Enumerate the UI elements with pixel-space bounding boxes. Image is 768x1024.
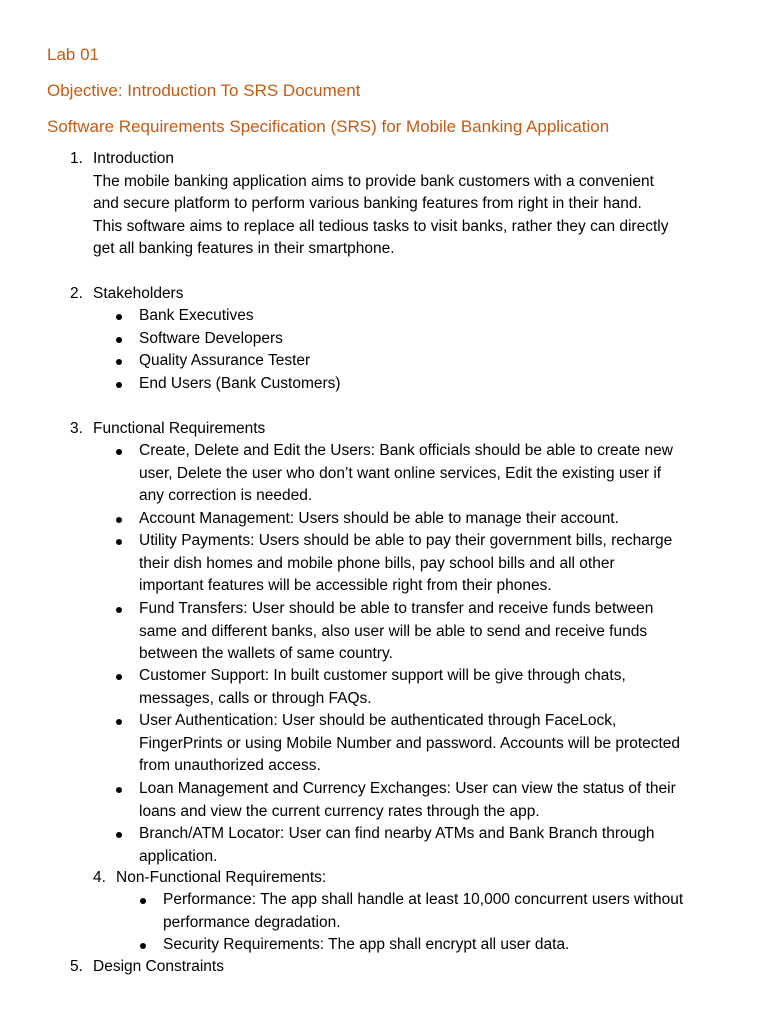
section-title-non-functional: Non-Functional Requirements:: [116, 869, 327, 886]
functional-item: [139, 440, 673, 508]
functional-item: [139, 778, 676, 823]
bullet-icon: [116, 359, 122, 365]
functional-item: [139, 598, 653, 666]
bullet-icon: [116, 719, 122, 725]
section-number-introduction: 1.: [70, 150, 83, 167]
functional-item-line: Utility Payments: Users should be able to pay their government bills, recharge: [139, 532, 673, 549]
functional-item-line: Fund Transfers: User should be able to transfer and receive funds between: [139, 600, 654, 617]
functional-item-line: application.: [139, 847, 218, 865]
functional-item: [139, 665, 626, 710]
stakeholder-item: Software Developers: [139, 330, 283, 347]
section-number-design: 5.: [70, 958, 83, 975]
section-title-design: Design Constraints: [93, 958, 224, 975]
non-functional-item-line: Performance: The app shall handle at least 10,000 concurrent users without: [163, 891, 684, 908]
functional-item-line: User Authentication: User should be authenticated through FaceLock,: [139, 712, 617, 729]
section-number-functional: 3.: [70, 420, 83, 437]
functional-item: [139, 710, 680, 778]
non-functional-item: [163, 889, 683, 934]
stakeholder-item: Bank Executives: [139, 307, 254, 324]
non-functional-item: [163, 934, 569, 957]
bullet-icon: [116, 517, 122, 523]
functional-item: [139, 508, 619, 531]
section-title-stakeholders: Stakeholders: [93, 285, 184, 302]
intro-line: The mobile banking application aims to provide bank customers with a convenient: [93, 172, 654, 190]
functional-item-line: Loan Management and Currency Exchanges: User can view the status of their: [139, 780, 676, 797]
non-functional-item-line: performance degradation.: [163, 913, 341, 931]
section-title-introduction: Introduction: [93, 150, 174, 167]
section-title-functional: Functional Requirements: [93, 420, 266, 437]
functional-item-line: same and different banks, also user will be able to send and receive funds: [139, 622, 648, 640]
intro-line: and secure platform to perform various banking features from right in their hand.: [93, 195, 642, 212]
bullet-icon: [116, 787, 122, 793]
functional-item-line: FingerPrints or using Mobile Number and password. Accounts will be protected: [139, 734, 681, 752]
bullet-icon: [140, 898, 146, 904]
stakeholder-item: End Users (Bank Customers): [139, 375, 341, 392]
functional-item-line: Account Management: Users should be able to manage their account.: [139, 510, 619, 527]
section-number-stakeholders: 2.: [70, 285, 83, 302]
functional-item-line: their dish homes and mobile phone bills, pay school bills and all other: [139, 554, 615, 572]
section-introduction: [93, 148, 733, 261]
functional-item: [139, 530, 672, 598]
bullet-icon: [116, 607, 122, 613]
functional-item-line: Create, Delete and Edit the Users: Bank officials should be able to create new: [139, 442, 673, 459]
intro-line: This software aims to replace all tedious tasks to visit banks, rather they can directly: [93, 217, 669, 235]
functional-item-line: loans and view the current currency rates through the app.: [139, 802, 540, 820]
functional-item-line: user, Delete the user who don’t want online services, Edit the existing user if: [139, 464, 662, 482]
objective-heading: Objective: Introduction To SRS Document: [47, 81, 361, 100]
non-functional-item-line: Security Requirements: The app shall encrypt all user data.: [163, 936, 570, 953]
functional-item-line: any correction is needed.: [139, 487, 313, 504]
bullet-icon: [116, 539, 122, 545]
functional-item-line: Customer Support: In built customer support will be give through chats,: [139, 667, 626, 684]
intro-line: get all banking features in their smartphone.: [93, 240, 395, 257]
bullet-icon: [116, 382, 122, 388]
bullet-icon: [116, 449, 122, 455]
bullet-icon: [140, 943, 146, 949]
stakeholder-item: Quality Assurance Tester: [139, 352, 311, 369]
bullet-icon: [116, 314, 122, 320]
document-title: Software Requirements Specification (SRS) for Mobile Banking Application: [47, 117, 610, 136]
lab-title: Lab 01: [47, 45, 99, 64]
section-number-non-functional: 4.: [93, 869, 106, 886]
functional-item: [139, 823, 655, 868]
functional-item-line: important features will be accessible right from their phones.: [139, 577, 552, 594]
functional-item-line: between the wallets of same country.: [139, 645, 393, 662]
bullet-icon: [116, 832, 122, 838]
bullet-icon: [116, 674, 122, 680]
functional-item-line: messages, calls or through FAQs.: [139, 689, 372, 707]
functional-item-line: from unauthorized access.: [139, 757, 321, 774]
functional-item-line: Branch/ATM Locator: User can find nearby ATMs and Bank Branch through: [139, 825, 655, 842]
bullet-icon: [116, 337, 122, 343]
